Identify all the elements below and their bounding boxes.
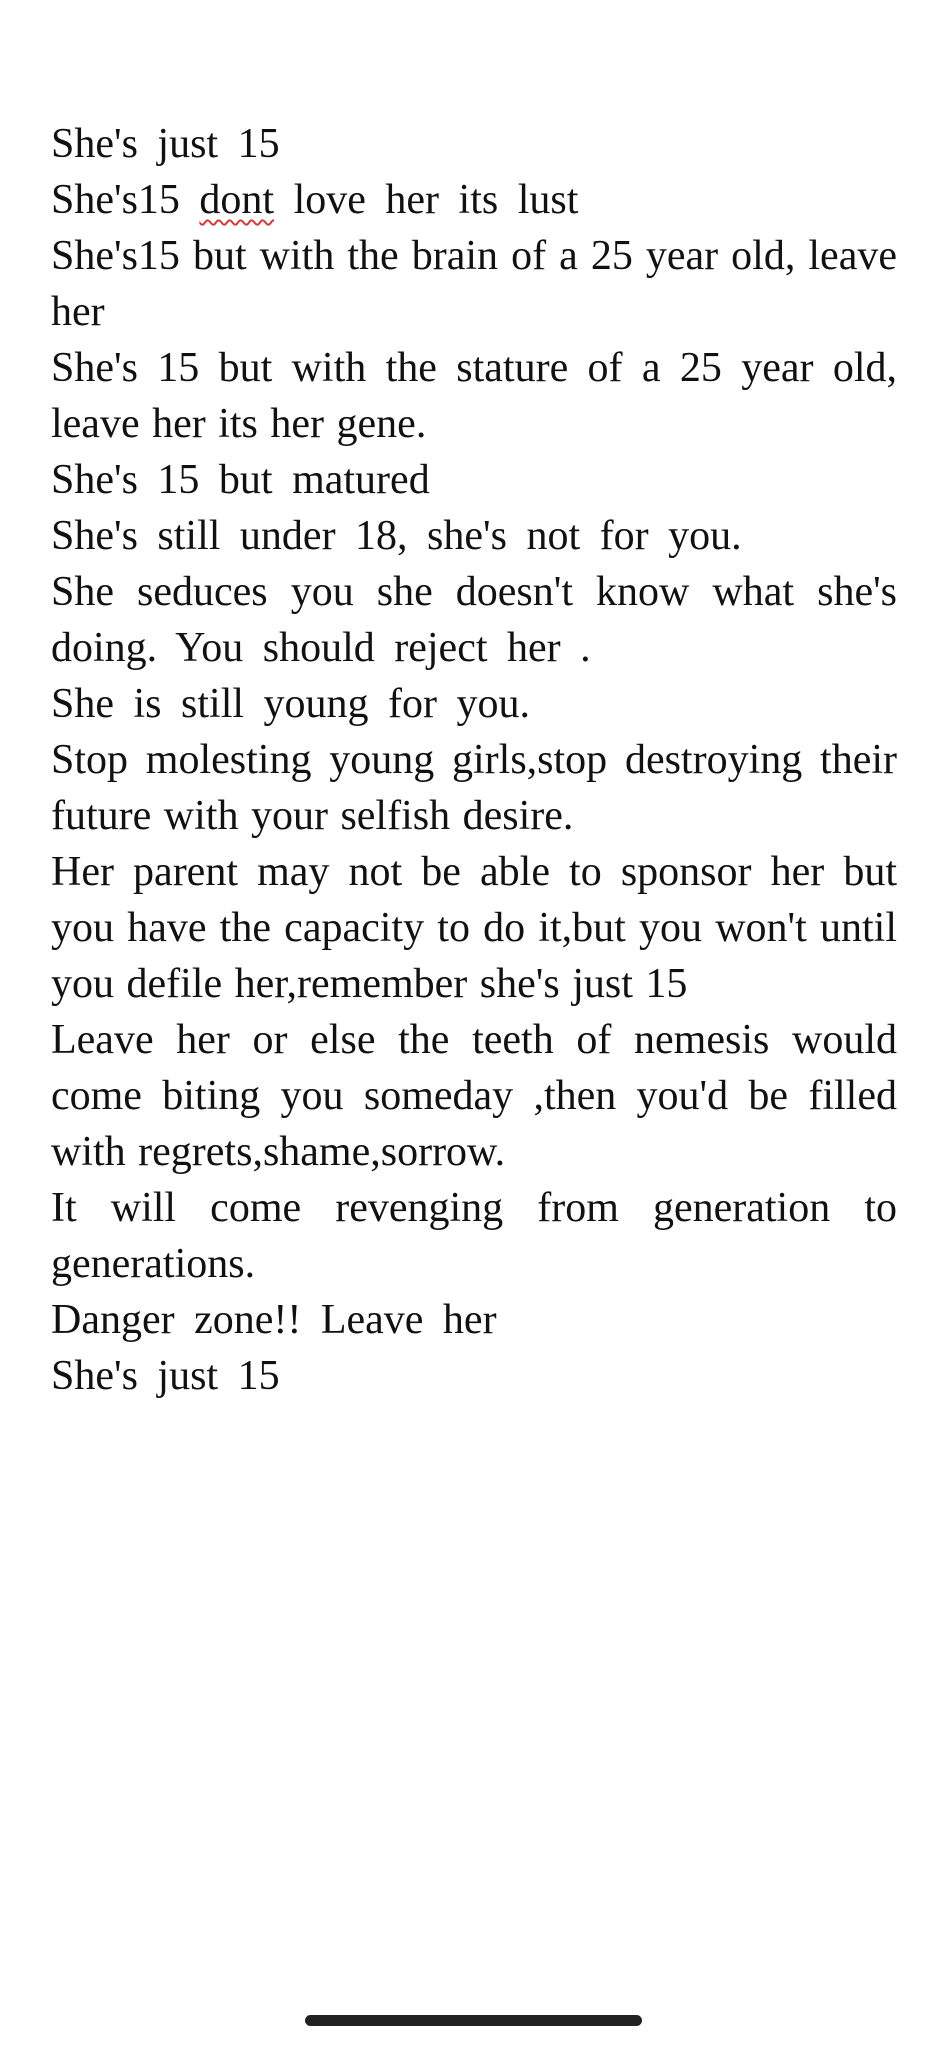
text-line-2-start: She's15: [51, 177, 200, 223]
text-line-4: She's 15 but with the stature of a 25 year old, leave her its her gene.: [51, 345, 897, 447]
text-line-2: [51, 172, 897, 228]
text-line-10: Her parent may not be able to sponsor her but you have the capacity to do it,but you won't until you defile her,remember she's just 15: [51, 849, 897, 1007]
text-line-2-end: love her its lust: [274, 177, 579, 223]
text-line-6: She's still under 18, she's not for you.: [51, 513, 742, 559]
text-line-1: She's just 15: [51, 121, 280, 167]
document-body[interactable]: [51, 116, 897, 1404]
text-line-12: It will come revenging from generation to generations.: [51, 1185, 897, 1287]
text-line-11: Leave her or else the teeth of nemesis would come biting you someday ,then you'd be filled with regrets,shame,sorrow.: [51, 1017, 897, 1175]
home-indicator[interactable]: [305, 2015, 642, 2026]
text-line-13: Danger zone!! Leave her: [51, 1297, 497, 1343]
text-line-5: She's 15 but matured: [51, 457, 430, 503]
text-line-9: Stop molesting young girls,stop destroying their future with your selfish desire.: [51, 737, 897, 839]
text-line-8: She is still young for you.: [51, 681, 531, 727]
text-line-14: She's just 15: [51, 1353, 280, 1399]
misspelled-word[interactable]: dont: [199, 177, 275, 223]
text-line-7: She seduces you she doesn't know what she's doing. You should reject her .: [51, 569, 897, 671]
text-line-3: She's15 but with the brain of a 25 year old, leave her: [51, 233, 897, 335]
